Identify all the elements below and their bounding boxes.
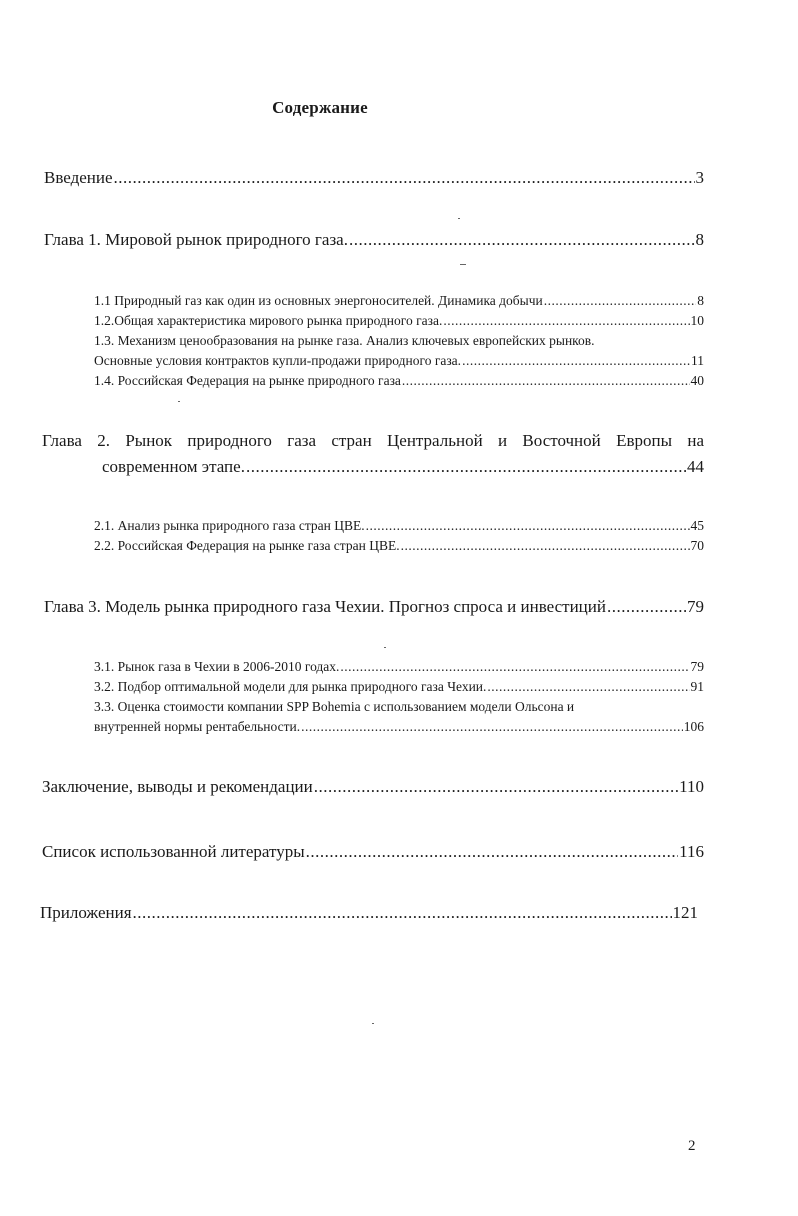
toc-page: 45 — [690, 518, 704, 533]
page-number: 2 — [688, 1138, 696, 1154]
toc-entry-chapter-3[interactable] — [44, 597, 704, 617]
toc-page: 116 — [679, 842, 704, 861]
toc-leader — [366, 518, 690, 534]
toc-leader — [443, 313, 689, 329]
toc-label: Глава 3. Модель рынка природного газа Чехии. Прогноз спроса и инвестиций — [44, 597, 606, 616]
toc-page: 110 — [679, 777, 704, 796]
scan-speck — [384, 647, 386, 648]
scan-speck — [460, 264, 466, 265]
toc-entry-2-1[interactable] — [94, 518, 704, 534]
toc-entry-2-2[interactable] — [94, 538, 704, 554]
toc-page: 44 — [687, 457, 704, 476]
toc-label: 3.2. Подбор оптимальной модели для рынка природного газа Чехии. — [94, 679, 487, 694]
toc-entry-3-3-line2[interactable] — [94, 719, 704, 735]
toc-page: 79 — [687, 597, 704, 616]
toc-leader — [301, 719, 683, 735]
toc-page: 106 — [683, 719, 704, 734]
toc-label: 2.1. Анализ рынка природного газа стран ЦВЕ. — [94, 518, 365, 533]
page-title: Содержание — [272, 98, 368, 117]
toc-entry-conclusion[interactable] — [42, 777, 704, 797]
toc-entry-chapter-2-line1[interactable]: Глава 2. Рынок природного газа стран Центральной и Восточной Европы на — [42, 431, 704, 450]
toc-entry-1-3-line2[interactable] — [94, 353, 704, 369]
toc-page: 10 — [690, 313, 704, 328]
toc-leader — [314, 777, 678, 797]
toc-page: 40 — [690, 373, 704, 388]
toc-leader — [462, 353, 690, 369]
toc-leader — [246, 457, 686, 477]
toc-label: внутренней нормы рентабельности. — [94, 719, 301, 734]
toc-page: 79 — [690, 659, 704, 674]
toc-leader — [544, 293, 697, 309]
toc-page: 8 — [697, 293, 704, 308]
toc-entry-3-2[interactable] — [94, 679, 704, 695]
toc-entry-1-3-line1[interactable]: 1.3. Механизм ценообразования на рынке газа. Анализ ключевых европейских рынков. — [94, 333, 595, 348]
toc-label: 1.1 Природный газ как один из основных энергоносителей. Динамика добычи — [94, 293, 543, 308]
toc-page: 11 — [691, 353, 704, 368]
toc-label: современном этапе. — [102, 457, 245, 476]
toc-entry-1-2[interactable] — [94, 313, 704, 329]
toc-page: 91 — [690, 679, 704, 694]
scan-speck — [372, 1023, 374, 1024]
toc-leader — [402, 373, 690, 389]
toc-leader — [607, 597, 686, 617]
toc-leader — [340, 659, 689, 675]
toc-label: Основные условия контрактов купли-продажи природного газа. — [94, 353, 462, 368]
toc-page: 3 — [695, 168, 704, 187]
toc-label: Глава 1. Мировой рынок природного газа. — [44, 230, 348, 249]
scan-speck — [458, 218, 460, 219]
toc-leader — [349, 230, 695, 250]
toc-leader — [487, 679, 689, 695]
toc-entry-chapter-2-line2[interactable] — [102, 457, 704, 477]
toc-entry-3-1[interactable] — [94, 659, 704, 675]
toc-page: 121 — [672, 903, 698, 922]
toc-label: Заключение, выводы и рекомендации — [42, 777, 313, 796]
toc-entry-appendix[interactable] — [40, 903, 698, 923]
toc-label: 1.4. Российская Федерация на рынке природного газа — [94, 373, 401, 388]
toc-entry-intro[interactable] — [44, 168, 704, 188]
toc-entry-3-3-line1[interactable]: 3.3. Оценка стоимости компании SPP Bohemia с использованием модели Ольсона и — [94, 699, 575, 714]
toc-leader — [306, 842, 678, 862]
scan-speck — [178, 401, 180, 402]
toc-label: Введение — [44, 168, 113, 187]
toc-leader — [401, 538, 690, 554]
toc-label: Список использованной литературы — [42, 842, 305, 861]
toc-label: 1.2.Общая характеристика мирового рынка природного газа. — [94, 313, 443, 328]
toc-label: 2.2. Российская Федерация на рынке газа стран ЦВЕ. — [94, 538, 400, 553]
toc-leader — [114, 168, 695, 188]
toc-page: 70 — [690, 538, 704, 553]
toc-leader — [133, 903, 672, 923]
toc-entry-chapter-1[interactable] — [44, 230, 704, 250]
toc-page: 8 — [695, 230, 704, 249]
toc-entry-1-1[interactable] — [94, 293, 704, 309]
toc-entry-references[interactable] — [42, 842, 704, 862]
toc-label: 3.1. Рынок газа в Чехии в 2006-2010 годах. — [94, 659, 340, 674]
toc-label: Приложения — [40, 903, 132, 922]
toc-entry-1-4[interactable] — [94, 373, 704, 389]
